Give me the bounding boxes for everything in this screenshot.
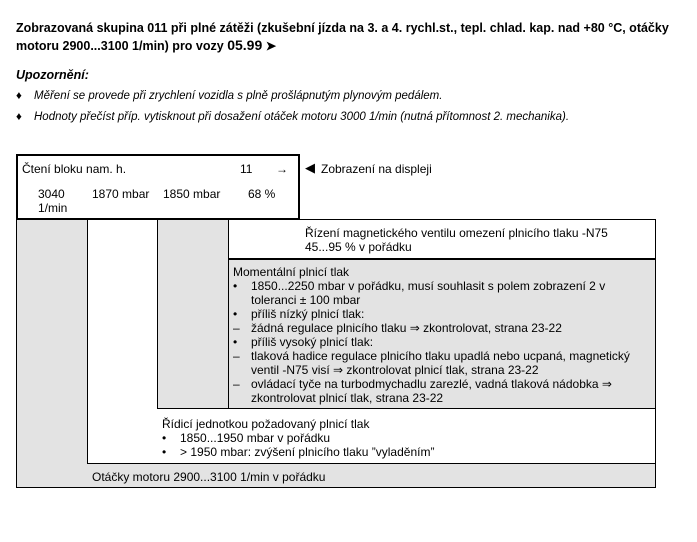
list-item: • příliš nízký plnicí tlak: (233, 307, 365, 321)
list-item: • příliš vysoký plnicí tlak: (233, 335, 374, 349)
list-item: • > 1950 mbar: zvýšení plnicího tlaku ”vyladěním” (162, 445, 435, 459)
title-text: Zobrazovaná skupina 011 při plné zátěži (zkušební jízda na 3. a 4. rychl.st., tepl. chlad. kap. nad +80 °C, otáčky motoru 2900...3100 1/min) pro vozy (16, 21, 669, 53)
triangle-left-icon: ◀ (305, 160, 315, 175)
display-block-number: 11 (240, 162, 253, 176)
diamond-bullet-icon: ♦ (16, 90, 22, 102)
display-field-1: 3040 (38, 187, 65, 201)
warning-item: ♦ Měření se provede při zrychlení vozidla s plně prošlápnutým plynovým pedálem. (16, 90, 443, 102)
n75-line2: 45...95 % v pořádku (305, 240, 412, 254)
list-item: • 1850...2250 mbar v pořádku, musí souhlasit s polem zobrazení 2 v toleranci ± 100 mbar (233, 279, 606, 307)
list-item: – ovládací tyče na turbodmychadlu zarezlé, vadná tlaková nádobka ⇒ zkontrolovat plnicí tlak, strana 23-22 (233, 377, 612, 405)
actual-pressure-content (233, 265, 648, 405)
display-label: Čtení bloku nam. h. (22, 162, 127, 176)
arrow-right-icon: → (276, 162, 288, 176)
n75-line1: Řízení magnetického ventilu omezení plnicího tlaku -N75 (305, 226, 608, 240)
warning-item: ♦ Hodnoty přečíst příp. vytisknout při dosažení otáček motoru 3000 1/min (nutná přítomnost 2. mechanika). (16, 111, 570, 123)
display-field-1-unit: 1/min (38, 201, 68, 215)
display-caption: Zobrazení na displeji (321, 162, 432, 176)
list-item: – tlaková hadice regulace plnicího tlaku upadlá nebo ucpaná, magnetický ventil -N75 visí ⇒ zkontrolovat plnicí tlak, strana 23-22 (233, 349, 630, 377)
rpm-text: Otáčky motoru 2900...3100 1/min v pořádku (92, 470, 326, 484)
arrow-right-icon: ➤ (265, 39, 277, 53)
actual-pressure-heading: Momentální plnicí tlak (233, 265, 350, 279)
warning-heading: Upozornění: (16, 68, 89, 82)
page-title (16, 20, 676, 55)
list-item: – žádná regulace plnicího tlaku ⇒ zkontrolovat, strana 23-22 (233, 321, 562, 335)
target-pressure-list (162, 431, 642, 459)
display-field-4: 68 % (248, 187, 276, 201)
actual-pressure-list (233, 279, 648, 405)
display-field-3: 1850 mbar (163, 187, 221, 201)
display-field-2: 1870 mbar (92, 187, 150, 201)
target-pressure-content (162, 417, 642, 459)
title-version: 05.99 (227, 37, 263, 53)
target-pressure-heading: Řídicí jednotkou požadovaný plnicí tlak (162, 417, 370, 431)
diamond-bullet-icon: ♦ (16, 111, 22, 123)
list-item: • 1850...1950 mbar v pořádku (162, 431, 331, 445)
